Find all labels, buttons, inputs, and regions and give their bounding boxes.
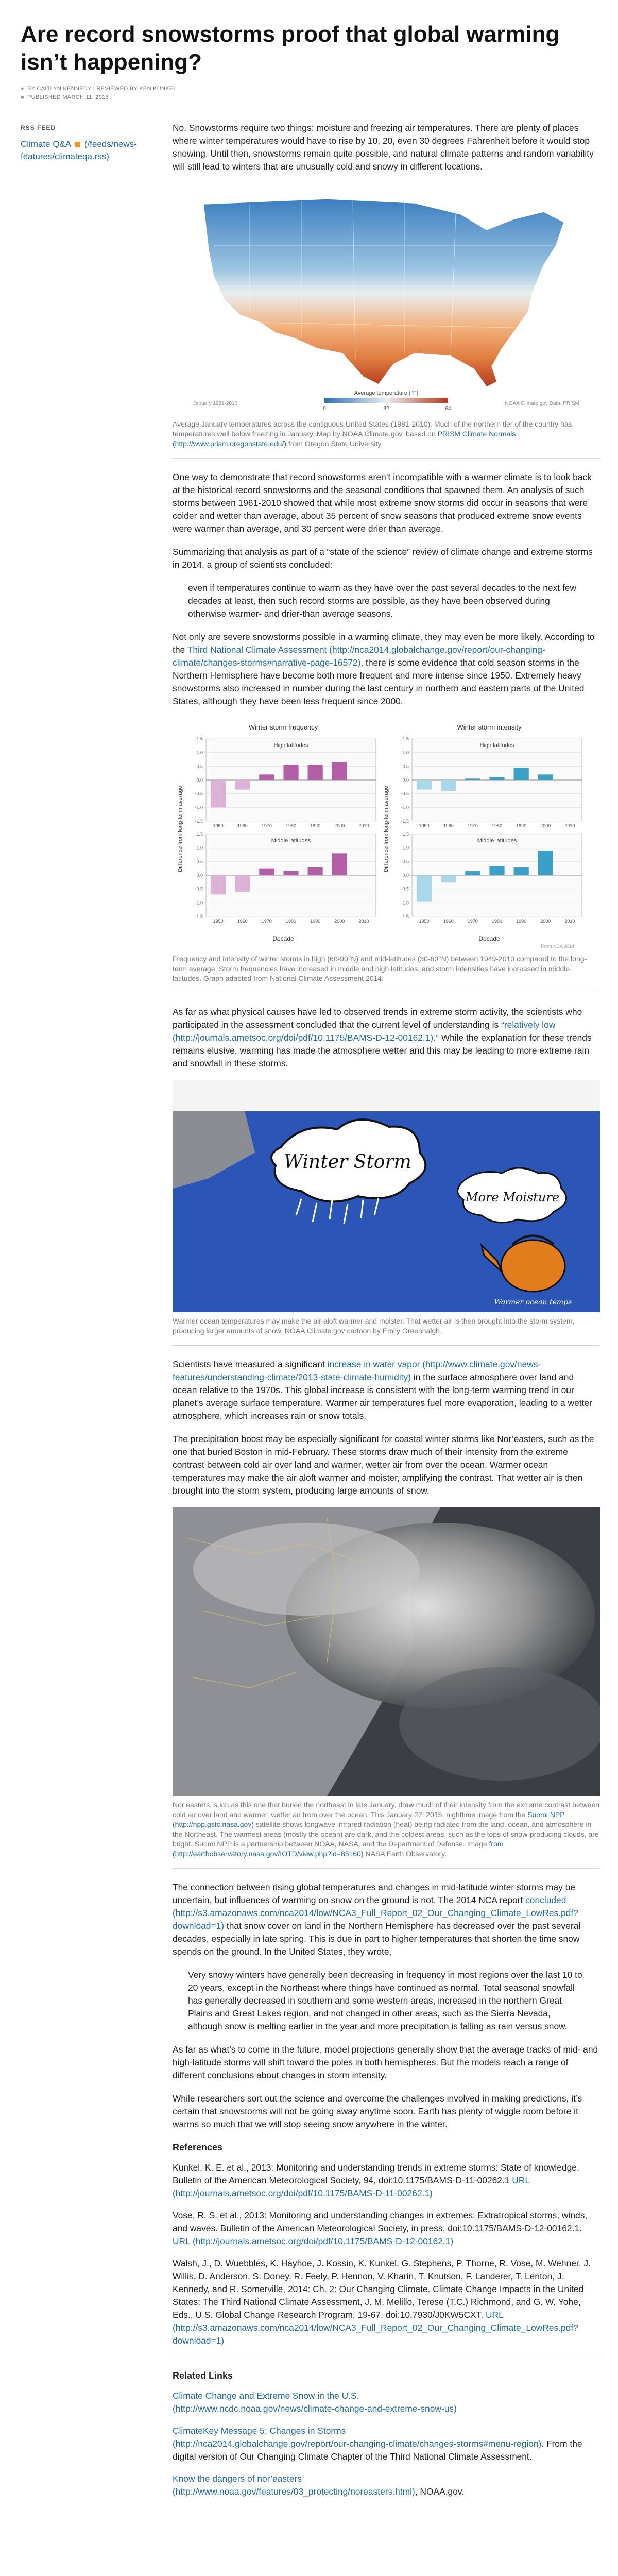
divider [173,1868,600,1869]
cartoon-caption: Warmer ocean temperatures may make the air aloft warmer and moister. That wetter air is then brought into the storm system, producing larger amounts of snow. NOAA Climate.gov cartoon by Emily Greenhalgh. [173,1317,575,1335]
us-map-shape [203,199,564,387]
chart-bar [259,774,274,780]
x-tick-label: 1950 [419,823,430,828]
page-title: Are record snowstorms proof that global warming isn’t happening? [21,22,560,75]
y-tick-label: -1.0 [401,805,409,810]
paragraph-9: As far as what’s to come in the future, model projections generally show that the average tracks of mid- and high-latitude storms will shift toward the poles in both hemispheres. But the models reach a range of different conclusions about changes in storm intensity. [173,2044,598,2080]
storm-chart [173,718,600,950]
chart-bar [441,780,456,791]
paragraph-8 [173,1881,600,1958]
reference-link[interactable]: URL (http://journals.ametsoc.org/doi/pdf/10.1175/BAMS-D-11-00262.1) [173,2175,530,2198]
y-tick-label: -1.0 [401,900,409,906]
y-tick-label: 1.0 [196,845,203,851]
satellite-caption [173,1800,600,1859]
y-tick-label: 0.0 [196,873,203,878]
x-tick-label: 1990 [516,919,527,924]
paragraph-7: The precipitation boost may be especially significant for coastal winter storms like Nor’easters, such as the one that buried Boston in mid-February. These storms draw much of their intensity from the extreme contrast between cold air over land and warmer, wetter air from over the ocean. Warmer ocean temperatures may make the air aloft warmer and moister, amplifying the contrast. That wetter air is then brought into the storm system, producing large amounts of snow. [173,1434,594,1496]
chart-bar [514,768,529,780]
y-tick-label: -1.0 [195,805,203,810]
rss-title: RSS FEED [21,124,56,131]
y-axis-label: Difference from long-term average [177,786,183,872]
reference-link[interactable]: URL (http://s3.amazonaws.com/nca2014/low/NCA3_Full_Report_02_Our_Changing_Climate_LowRes.pdf?download=1) [173,2310,578,2346]
x-tick-label: 1980 [491,823,503,828]
related-link-title: Know the dangers of nor’easters [173,2473,302,2484]
x-tick-label: 1990 [310,919,321,924]
map-legend-tick: 32 [383,406,389,412]
map-caption [173,419,600,449]
related-link[interactable] [173,2391,457,2414]
y-tick-label: -1.0 [195,900,203,906]
chart-bar [417,780,432,790]
y-tick-label: 1.0 [402,845,409,851]
chart-bar [283,871,298,875]
reference-link[interactable]: URL (http://journals.ametsoc.org/doi/pdf/10.1175/BAMS-D-12-00162.1) [173,2236,454,2246]
x-tick-label: 1980 [285,823,297,828]
us-temperature-map [173,183,600,415]
chart-bar [332,853,347,875]
paragraph-1: No. Snowstorms require two things: moisture and freezing air temperatures. There are plenty of places where winter temperatures would have to rise by 10, 20, even 30 degrees Fahrenheit before it would stop snowing. Until then, snowstorms remain quite possible, and natural climate patterns and random variability will still lead to winters that are unusually cold and snowy in different locations. [173,123,594,172]
sat-caption-mid: satellite shows longwave infrared radiation (heat) being radiated from the land, ocean, and atmosphere in the Northeast. The warmest areas (mostly the ocean) are dark, and the coldest areas, such as the tops of snow-producing clouds, are bright. Suomi NPP is a partnership between NOAA, NASA, and the Department of Defense. Image [173,1820,599,1848]
map-legend-title: Average temperature (°F) [354,390,419,396]
chart-bar [308,867,323,875]
y-tick-label: 0.5 [196,764,203,769]
moisture-label: More Moisture [465,1190,560,1205]
y-tick-label: 1.5 [196,832,203,837]
y-tick-label: -0.5 [401,791,409,796]
y-tick-label: 1.0 [402,750,409,755]
x-tick-label: 1980 [285,919,297,924]
chart-bar [283,765,298,780]
paragraph-2: One way to demonstrate that record snowstorms aren’t incompatible with a warmer climate is to look back at the historical record snowstorms and the seasonal conditions that spawned them. An analysis of such storms between 1961-2010 showed that while most extreme snow storms did occur in seasons that were colder and wetter than average, about 35 percent of snow seasons that produced extreme snow events were warmer than average, and 30 percent were drier than average. [173,472,592,534]
y-tick-label: -1.5 [195,819,203,824]
map-legend-tick: 64 [445,406,451,412]
related-link-tail: , NOAA.gov. [415,2486,465,2497]
related-link-url: (http://www.noaa.gov/features/03_protecting/noreasters.html) [173,2486,415,2497]
y-tick-label: -0.5 [195,886,203,892]
map-caption-text: Average January temperatures across the contiguous United States (1981-2010). Much of the northern tier of the country has temperatures well below freezing in January. Map by NOAA Climate.gov, based on [173,420,572,438]
user-icon: ● [21,86,24,92]
related-item [173,2472,600,2498]
chart-bar [465,871,480,875]
temperature-map-figure [173,183,600,449]
sat-caption-text: Nor’easters, such as this one that buried the northeast in late January, draw much of their intensity from the extreme contrast between cold air over land and warmer, wetter air from over the ocean. This January 27, 2015, nighttime image from the [173,1801,600,1819]
x-tick-label: 1960 [237,823,248,828]
chart-bar [308,765,323,780]
paragraph-8-text: The connection between rising global temperatures and changes in mid-latitude winter storms may be uncertain, but influences of warming on snow on the ground is not. The 2014 NCA report [173,1882,576,1905]
x-tick-label: 1970 [467,823,478,828]
paragraph-6-text: Scientists have measured a significant [173,1359,325,1369]
x-tick-label: 1990 [310,823,321,828]
y-tick-label: 0.5 [196,859,203,865]
earth-observatory-link[interactable]: from (http://earthobservatory.nasa.gov/IOTD/view.php?id=85160) [173,1840,504,1858]
y-axis-label: Difference from long-term average [383,786,389,872]
reference-item [173,2209,600,2248]
reference-item [173,2161,600,2200]
map-caption-tail: from Oregon State University. [288,439,383,448]
paragraph-4-text: Not only are severe snowstorms possible in a warming climate, they may even be more likely. According to the [173,632,595,655]
x-tick-label: 1970 [261,919,272,924]
chart-bar [211,875,226,894]
x-tick-label: 1950 [419,919,430,924]
y-tick-label: -1.5 [401,914,409,919]
x-tick-label: 2000 [334,823,345,828]
paragraph-5 [173,1006,600,1070]
references-section [173,2141,600,2347]
y-tick-label: -0.5 [195,791,203,796]
divider [173,458,600,459]
rss-link-url: (/feeds/news-features/climateqa.rss) [21,139,137,161]
chart-caption: Frequency and intensity of winter storms in high (60-90°N) and mid-latitudes (30-60°N) between 1949-2010 compared to the long-term average. Storm frequencies have increased in middle and high latitudes, and storm intensities have increased in middle latitudes. Graph adapted from National Climate Assessment 2014. [173,955,587,982]
related-link[interactable] [173,2426,541,2449]
chart-bar [332,762,347,780]
x-tick-label: 2010 [358,919,369,924]
reference-text: Kunkel, K. E. et al., 2013: Monitoring and understanding trends in extreme storms: State of knowledge. Bulletin of the American Meteorological Society, 94, doi:10.1175/BAMS-D-11-00262.1 [173,2162,579,2185]
x-tick-label: 1950 [213,823,224,828]
related-item [173,2425,600,2463]
y-tick-label: 0.0 [402,873,409,878]
paragraph-6-tail: in the surface atmosphere over land and ocean relative to the 1970s. This global increase is consistent with the long-term warming trend in our planet’s average surface temperature. Warmer air temperatures fuel more evaporation, leading to a wetter atmosphere, which increases rain or snow totals. [173,1372,592,1421]
author-line: BY CAITLYN KENNEDY | REVIEWED BY KEN KUNKEL [27,86,177,92]
x-tick-label: 1960 [443,823,454,828]
sidebar [21,122,154,163]
x-tick-label: 2010 [358,823,369,828]
paragraph-4 [173,631,600,708]
y-tick-label: 0.0 [196,777,203,783]
related-link-title: ClimateKey Message 5: Changes in Storms [173,2426,346,2436]
x-tick-label: 2010 [564,919,575,924]
paragraph-8-tail: that snow cover on land in the Northern Hemisphere has decreased over the past several decades, especially in late spring. This is due in part to higher temperatures that shorten the time snow spends on the ground. In the United States, they wrote, [173,1921,581,1957]
y-tick-label: 0.0 [402,777,409,783]
chart-bar [235,780,250,790]
related-link-url: (http://nca2014.globalchange.gov/report/our-changing-climate/changes-storms#menu-region) [173,2438,542,2449]
sat-caption-tail: NASA Earth Observatory. [365,1850,447,1858]
reference-text: Vose, R. S. et al., 2013: Monitoring and understanding changes in extremes: Extratropical storms, winds, and waves. Bulletin of the American Meteorological Society, in press, doi:10.1175/BAMS-D-12-00162.1. [173,2210,588,2233]
related-heading: Related Links [173,2370,233,2381]
satellite-illustration [173,1507,600,1796]
temperature-map [173,183,600,415]
related-item [173,2389,600,2415]
map-legend-tick: 0 [323,406,326,412]
x-tick-label: 1960 [443,919,454,924]
col-title-intensity: Winter storm intensity [457,723,522,731]
concluded-link[interactable]: concluded (http://s3.amazonaws.com/nca2014/low/NCA3_Full_Report_02_Our_Changing_Climate_LowRes.pdf?download=1) [173,1895,578,1931]
related-link-title: Climate Change and Extreme Snow in the U.S. [173,2391,359,2401]
chart-bar [489,866,504,875]
reference-item [173,2257,600,2347]
nca-link[interactable]: Third National Climate Assessment (http://nca2014.globalchange.gov/report/our-changing-climate/changes-storms#narrative-page-16572) [173,645,545,668]
chart-bar [538,774,553,780]
related-links-section [173,2369,600,2498]
rss-link-label: Climate Q&A [21,139,71,149]
satellite-image [173,1507,600,1796]
x-axis-label: Decade [478,935,500,942]
x-tick-label: 1970 [261,823,272,828]
x-tick-label: 1960 [237,919,248,924]
chart-bar [211,780,226,807]
paragraph-6 [173,1358,600,1422]
suomi-npp-link[interactable]: Suomi NPP (http://npp.gsfc.nasa.gov) [173,1810,565,1828]
chart-bar [514,867,529,875]
y-tick-label: 0.5 [402,764,409,769]
x-tick-label: 2010 [564,823,575,828]
calendar-icon: ■ [21,94,24,100]
paragraph-10: While researchers sort out the science and overcome the challenges involved in making predictions, it’s certain that snowstorms will not be going away anytime soon. Earth has plenty of wiggle room before it warms so much that we will stop seeing snow anywhere in the winter. [173,2093,582,2129]
prism-link[interactable]: PRISM Climate Normals (http://www.prism.oregonstate.edu/) [173,430,516,448]
divider [173,1345,600,1346]
y-tick-label: 1.5 [402,832,409,837]
relatively-low-link[interactable]: “relatively low (http://journals.ametsoc.org/doi/pdf/10.1175/BAMS-D-12-00162.1).” [173,1020,556,1043]
chart-bar [489,777,504,780]
chart-bar [235,875,250,892]
quote-1: even if temperatures continue to warm as they have over the past several decades to the next few decades at least, then such record storms are possible, as they have been observed during otherwise warmer- and drier-than average seasons. [188,583,577,619]
y-tick-label: 1.5 [402,736,409,741]
x-tick-label: 2000 [540,919,551,924]
x-axis-label: Decade [272,935,294,942]
satellite-figure [173,1507,600,1859]
rss-icon [75,142,80,147]
chart-panel-label: High latitudes [273,742,308,749]
quote-2: Very snowy winters have generally been decreasing in frequency in most regions over the last 10 to 20 years, except in the Northeast where things have continued as normal. Total seasonal snowfall has generally decreased in southern and some western areas, increased in the northern Great Plains and Great Lakes region, and not changed in other areas, such as the Sierra Nevada, although snow is melting earlier in the year and more precipitation is falling as rain versus snow. [188,1970,582,2031]
col-title-frequency: Winter storm frequency [248,723,318,731]
x-tick-label: 1990 [516,823,527,828]
storm-bar-chart [173,718,600,950]
storm-chart-figure [173,718,600,984]
cartoon-illustration [173,1080,600,1312]
byline [21,84,597,102]
map-legend-bar [324,398,448,403]
chart-bar [465,778,480,780]
y-tick-label: -1.5 [195,914,203,919]
y-tick-label: 0.5 [402,859,409,865]
paragraph-5-tail: While the explanation for these trends remains elusive, warming has made the atmosphere wetter and this may be leading to more extreme rain and snowfall in these storms. [173,1032,592,1069]
y-tick-label: 1.0 [196,750,203,755]
references-heading: References [173,2142,223,2153]
related-link-tail: . From the digital version of Our Changing Climate Chapter of the Third National Climate Assessment. [173,2438,582,2462]
paragraph-5-text: As far as what physical causes have led to observed trends in extreme storm activity, the scientists who participated in the assessment concluded that the current level of understanding is [173,1007,582,1030]
map-corner-left: January 1981-2010 [193,401,238,406]
published-line: PUBLISHED MARCH 11, 2015 [27,94,109,100]
chart-panel-label: Middle latitudes [477,838,517,844]
reference-text: Walsh, J., D. Wuebbles, K. Hayhoe, J. Kossin, K. Kunkel, G. Stephens, P. Thorne, R. Vose, M. Wehner, J. Willis, D. Anderson, S. Doney, R. Feely, P. Hennon, V. Kharin, T. Knutson, F. Landerer, T. Lenton, J. Kennedy, and R. Somerville, 2014: Ch. 2: Our Changing Climate. Climate Change Impacts in the United States: The Third National Climate Assessment, J. M. Melillo, Terese (T.C.) Richmond, and G. W. Yohe, Eds., U.S. Global Change Research Program, 19-67. doi:10.7930/J0KW5CXT. [173,2258,591,2320]
cartoon-figure [173,1080,600,1336]
y-tick-label: -1.5 [401,819,409,824]
storm-cartoon [173,1080,600,1312]
article-body [173,122,600,2507]
storm-label: Winter Storm [284,1151,411,1173]
x-tick-label: 1980 [491,919,503,924]
chart-bar [538,851,553,875]
article-header [0,0,618,102]
y-tick-label: 1.5 [196,736,203,741]
chart-panel-label: Middle latitudes [271,838,311,844]
kettle-body [501,1240,565,1292]
rss-link[interactable] [21,139,137,161]
related-link[interactable] [173,2473,415,2497]
related-link-url: (http://www.ncdc.noaa.gov/news/climate-change-and-extreme-snow-us) [173,2403,457,2414]
x-tick-label: 2000 [334,919,345,924]
paragraph-4-tail: , there is some evidence that cold season storms in the Northern Hemisphere have become both more frequent and more intense since 1950. Extremely heavy snowstorms also increased in number during the last century in northern and eastern parts of the United States, although they have been less frequent since 2000. [173,657,585,706]
y-tick-label: -0.5 [401,886,409,892]
paragraph-3: Summarizing that analysis as part of a “state of the science” review of climate change and extreme storms in 2014, a group of scientists concluded: [173,547,593,570]
chart-bar [441,875,456,882]
chart-source: From NCA 2014 [541,944,574,949]
x-tick-label: 1970 [467,919,478,924]
chart-bar [259,869,274,875]
chart-panel-label: High latitudes [479,742,514,749]
map-corner-right: NOAA Climate.gov Data: PRISM [505,401,579,406]
x-tick-label: 2000 [540,823,551,828]
ocean-label: Warmer ocean temps [494,1298,572,1307]
x-tick-label: 1950 [213,919,224,924]
chart-bar [417,875,432,902]
water-vapor-link[interactable]: increase in water vapor (http://www.climate.gov/news-features/understanding-climate/2013-state-climate-humidity) [173,1359,541,1382]
